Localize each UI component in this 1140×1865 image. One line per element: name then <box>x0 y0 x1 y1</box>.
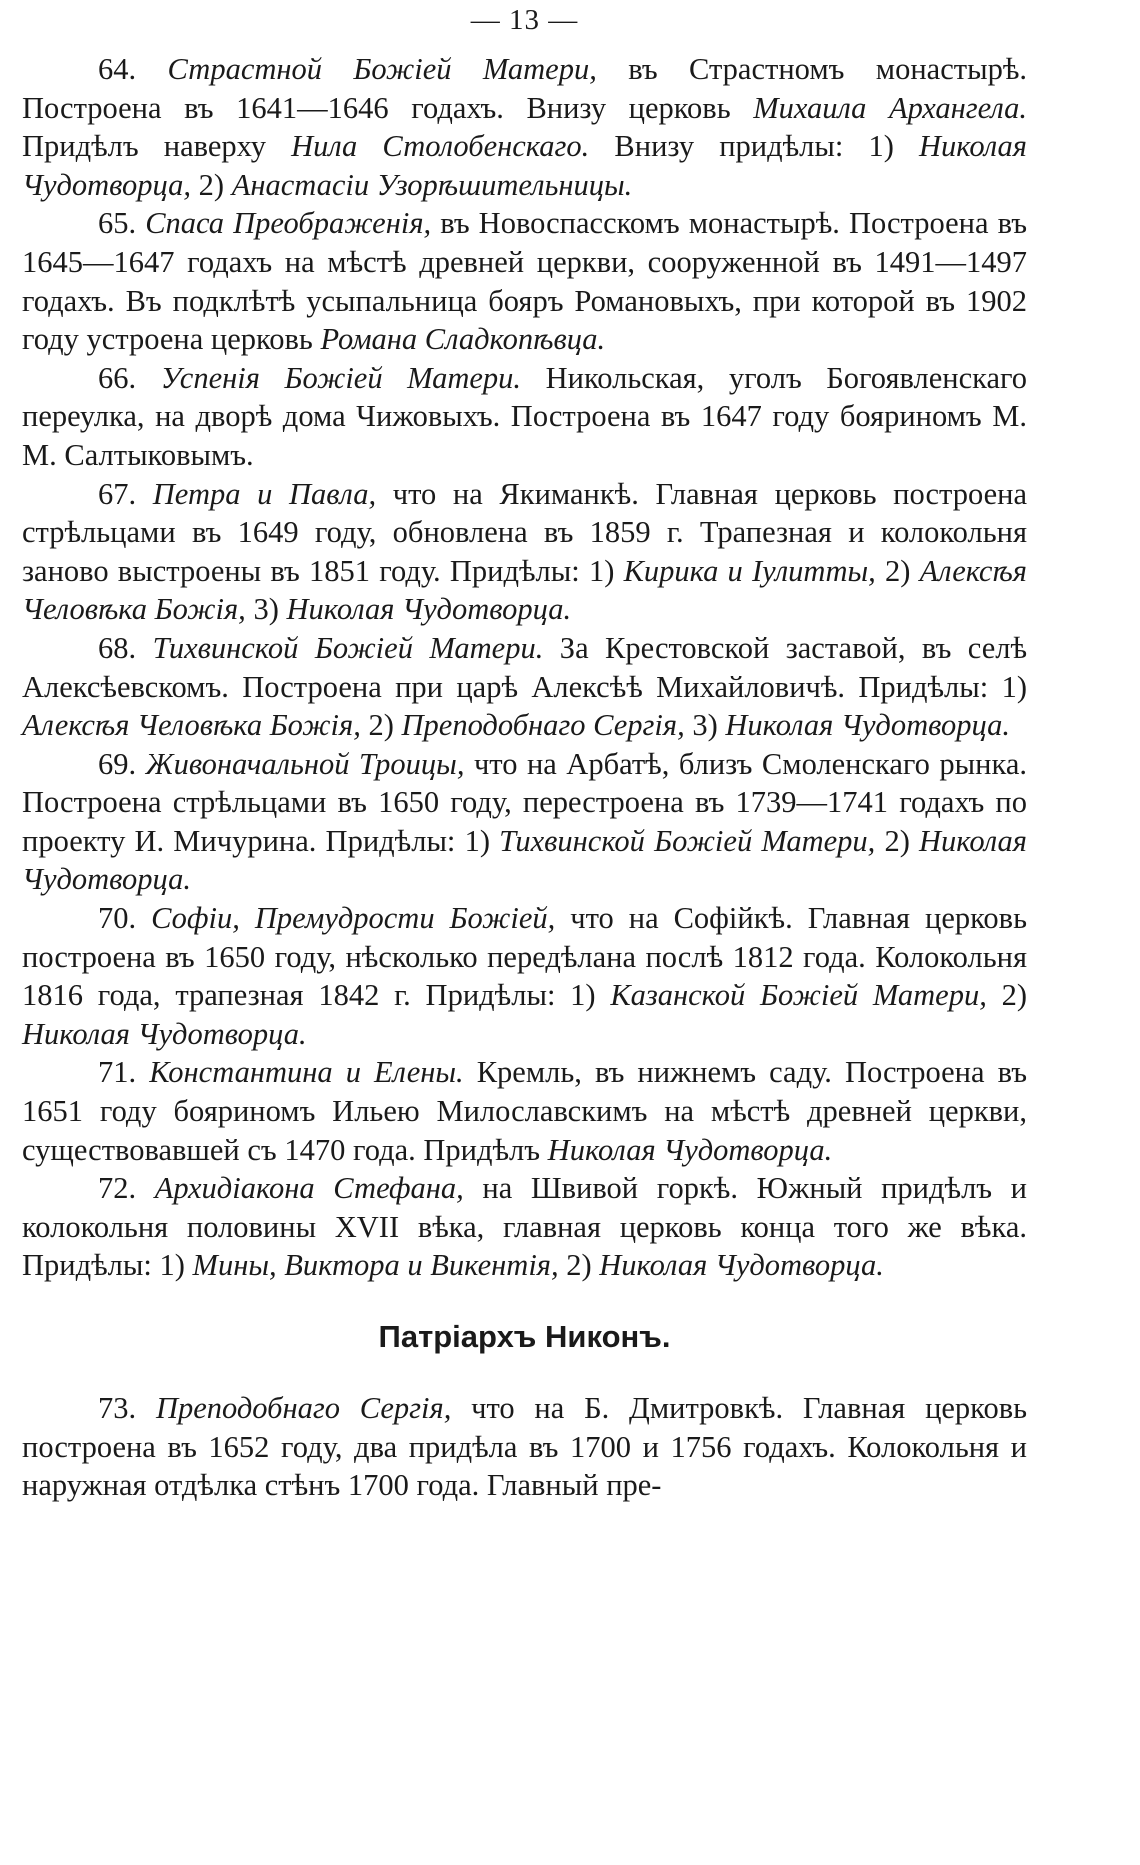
entry-dedication-text: Анастасіи Узорѣшительницы. <box>231 167 633 202</box>
entry-text: въ Страстномъ монастырѣ. Построена въ 1641—1646 годахъ. Внизу церковь <box>22 52 1028 125</box>
entry-dedication-text: Нила Столобенскаго. <box>291 129 590 164</box>
entry-text: въ Новоспасскомъ монастырѣ. Построена въ 1645—1647 годахъ на мѣстѣ древней церкви, сооруженной въ 1491—1497 годахъ. Въ подклѣтѣ усыпальница бояръ Романовыхъ, при которой въ 1902 году устроена церковь <box>22 206 1027 357</box>
entry-text: что на Якиманкѣ. Главная церковь построена стрѣльцами въ 1649 году, обновлена въ 1859 г. Трапезная и колокольня заново выстроены въ 1851 году. Придѣлы: 1) <box>22 476 1028 588</box>
entry-text: что на Софійкѣ. Главная церковь построена въ 1650 году, нѣсколько передѣлана послѣ 1812 года. Колокольня 1816 года, трапезная 1842 г. Придѣлы: 1) <box>22 901 1027 1013</box>
entry-dedication-text: Тихвинской Божіей Матери, <box>499 823 876 858</box>
entry-dedication-text: Николая Чудотворца. <box>286 592 572 627</box>
entry-71 <box>22 1053 1027 1169</box>
entry-dedication-text: Николая Чудотворца. <box>22 1016 307 1051</box>
entry-dedication-text: Софіи, Премудрости Божіей, <box>151 901 556 936</box>
entry-72 <box>22 1169 1027 1285</box>
entries-list-continued <box>22 1389 1027 1505</box>
entry-67 <box>22 475 1027 629</box>
entry-dedication-text: Николая Чудотворца. <box>547 1132 833 1167</box>
entry-text: 2) <box>191 167 232 202</box>
entry-text: Кремль, въ нижнемъ саду. Построена въ 1651 году бояриномъ Ильею Милославскимъ на мѣстѣ древней церкви, существовавшей съ 1470 года. Придѣлъ <box>22 1055 1028 1167</box>
entry-dedication-text: Преподобнаго Сергія, <box>155 1391 452 1425</box>
entry-dedication-text: Тихвинской Божіей Матери. <box>152 630 544 665</box>
entries-list <box>22 50 1027 1285</box>
entry-dedication-text: Успенія Божіей Матери. <box>160 360 522 395</box>
entry-dedication-text: Страстной Божіей Матери, <box>167 52 597 86</box>
page-number: — 13 — <box>470 4 579 36</box>
entry-text: 68. <box>98 630 153 665</box>
entry-dedication-text: Николая Чудотворца. <box>599 1248 884 1283</box>
entry-dedication-text: Алексѣя Человѣка Божія, <box>22 553 1027 627</box>
entry-dedication-text: Кирика и Іулитты, <box>623 553 876 588</box>
entry-dedication-text: Алексѣя Человѣка Божія, <box>22 708 361 743</box>
entry-text: 71. <box>98 1055 150 1090</box>
entry-dedication-text: Николая Чудотворца, <box>22 129 1027 202</box>
entry-text: 67. <box>98 476 153 511</box>
entry-text: на Швивой горкѣ. Южный придѣлъ и колокольня половины XVII вѣка, главная церковь конца того же вѣка. Придѣлы: 1) <box>22 1171 1028 1283</box>
entry-text: 3) <box>684 708 726 743</box>
entry-dedication-text: Спаса Преображенія, <box>145 206 432 241</box>
entry-65 <box>22 204 1027 358</box>
entry-dedication-text: Николая Чудотворца. <box>22 823 1027 897</box>
book-page <box>22 0 1027 1505</box>
entry-dedication-text: Преподобнаго Сергія, <box>401 708 685 743</box>
entry-text: 64. <box>98 52 168 86</box>
entry-dedication-text: Архидіакона Стефана, <box>154 1171 464 1206</box>
entry-text: 2) <box>558 1248 600 1283</box>
entry-text: 2) <box>360 708 402 743</box>
entry-text: 3) <box>245 592 287 627</box>
entry-dedication-text: Казанской Божіей Матери, <box>610 978 987 1013</box>
entry-dedication-text: Мины, Виктора и Викентія, <box>192 1248 559 1283</box>
entry-text: что на Арбатѣ, близъ Смоленскаго рынка. Построена стрѣльцами въ 1650 году, перестроена въ 1739—1741 годахъ по проекту И. Мичурина. Придѣлы: 1) <box>22 746 1028 858</box>
entry-dedication-text: Петра и Павла, <box>152 476 377 511</box>
entry-dedication-text: Романа Сладкопѣвца. <box>320 322 606 357</box>
entry-text: 2) <box>986 978 1027 1013</box>
entry-text: 69. <box>98 746 146 781</box>
entry-text: Внизу придѣлы: 1) <box>589 129 919 164</box>
entry-70 <box>22 899 1027 1053</box>
entry-69 <box>22 745 1027 899</box>
entry-text: что на Б. Дмитровкѣ. Главная церковь построена въ 1652 году, два придѣла въ 1700 и 1756 годахъ. Колокольня и наружная отдѣлка стѣнъ 1700 года. Главный пре- <box>22 1391 1028 1503</box>
entry-text: 65. <box>98 206 146 241</box>
entry-text: За Крестовской заставой, въ селѣ Алексѣевскомъ. Построена при царѣ Алексѣѣ Михайловичѣ. Придѣлы: 1) <box>22 630 1028 704</box>
entry-64 <box>22 50 1027 204</box>
entry-73 <box>22 1389 1027 1505</box>
entry-text: Придѣлъ наверху <box>22 129 292 164</box>
entry-dedication-text: Константина и Елены. <box>149 1055 464 1090</box>
entry-text: 66. <box>98 360 161 395</box>
entry-text: 72. <box>98 1171 155 1206</box>
entry-text: 73. <box>98 1391 156 1425</box>
entry-text: Никольская, уголъ Богоявленскаго переулка, на дворѣ дома Чижовыхъ. Построена въ 1647 году бояриномъ М. М. Салтыковымъ. <box>22 360 1028 472</box>
entry-text: 2) <box>875 553 920 588</box>
entry-dedication-text: Михаила Архангела. <box>753 90 1027 125</box>
entry-dedication-text: Живоначальной Троицы, <box>145 746 465 781</box>
entry-68 <box>22 629 1027 745</box>
entry-text: 2) <box>875 823 920 858</box>
entry-66 <box>22 359 1027 475</box>
section-heading: Патріархъ Никонъ. <box>378 1319 671 1354</box>
entry-dedication-text: Николая Чудотворца. <box>725 708 1010 743</box>
entry-text: 70. <box>98 901 152 936</box>
